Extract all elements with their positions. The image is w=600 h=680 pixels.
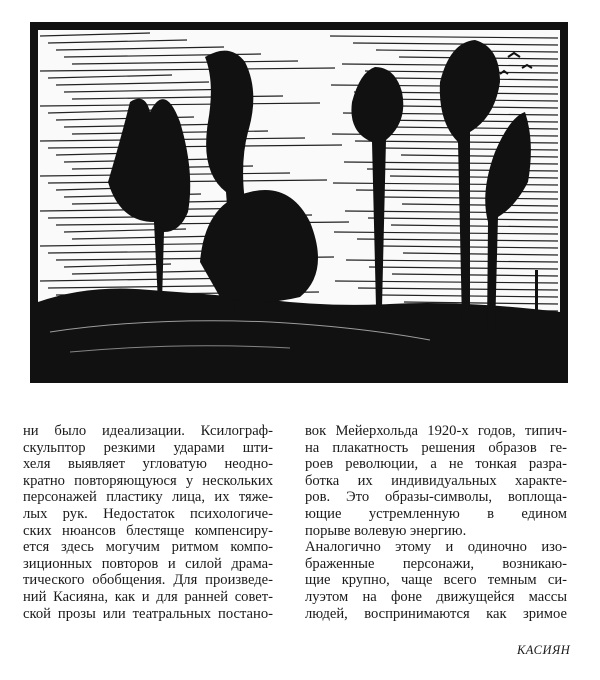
text-line: скульптор резкими ударами шти-: [23, 439, 273, 456]
text-line: браженные персонажи, возникаю-: [305, 555, 567, 572]
text-line: на плакатность решения образов ге-: [305, 439, 567, 456]
text-line: зиционных повторов и силой драма-: [23, 555, 273, 572]
text-line: ботка их индивидуальных характе-: [305, 472, 567, 489]
text-line: вок Мейерхольда 1920-х годов, типич-: [305, 423, 567, 439]
woodcut-illustration: [30, 22, 568, 383]
text-line: персонажей пластику лица, их тяже-: [23, 489, 273, 506]
text-line: щие крупно, чаще всего темным си-: [305, 572, 567, 589]
text-line: порыве волевую энергию.: [305, 522, 467, 539]
text-line: ющие устремленную в едином: [305, 505, 567, 522]
text-line: Аналогично этому и одиночно изо-: [305, 539, 567, 556]
text-line: лых рук. Недостаток психологиче-: [23, 505, 273, 522]
text-line: ний Касияна, как и для ранней совет-: [23, 588, 273, 605]
illustration-caption: КАСИЯН: [517, 643, 571, 657]
text-line: роев революции, а не тонкая разра-: [305, 456, 567, 473]
text-line: тического обобщения. Для произведе-: [23, 572, 273, 589]
text-column-left: [23, 423, 273, 622]
text-line: луэтом на фоне движущейся массы: [305, 588, 567, 605]
text-column-right: [305, 423, 567, 622]
text-line: хеля выявляет угловатую неодно-: [23, 456, 273, 473]
post: [535, 270, 538, 340]
text-line: ских нюансов блестяще компенсиру-: [23, 522, 273, 539]
text-line: ется здесь могучим ритмом компо-: [23, 539, 273, 556]
text-line: ни было идеализации. Ксилограф-: [23, 423, 273, 439]
text-line: кратно повторяющуюся у нескольких: [23, 472, 273, 489]
text-line: ров. Это образы-символы, воплоща-: [305, 489, 567, 506]
text-line: ской прозы или театральных постано-: [23, 605, 273, 622]
text-line: людей, воспринимаются как зримое: [305, 605, 567, 622]
